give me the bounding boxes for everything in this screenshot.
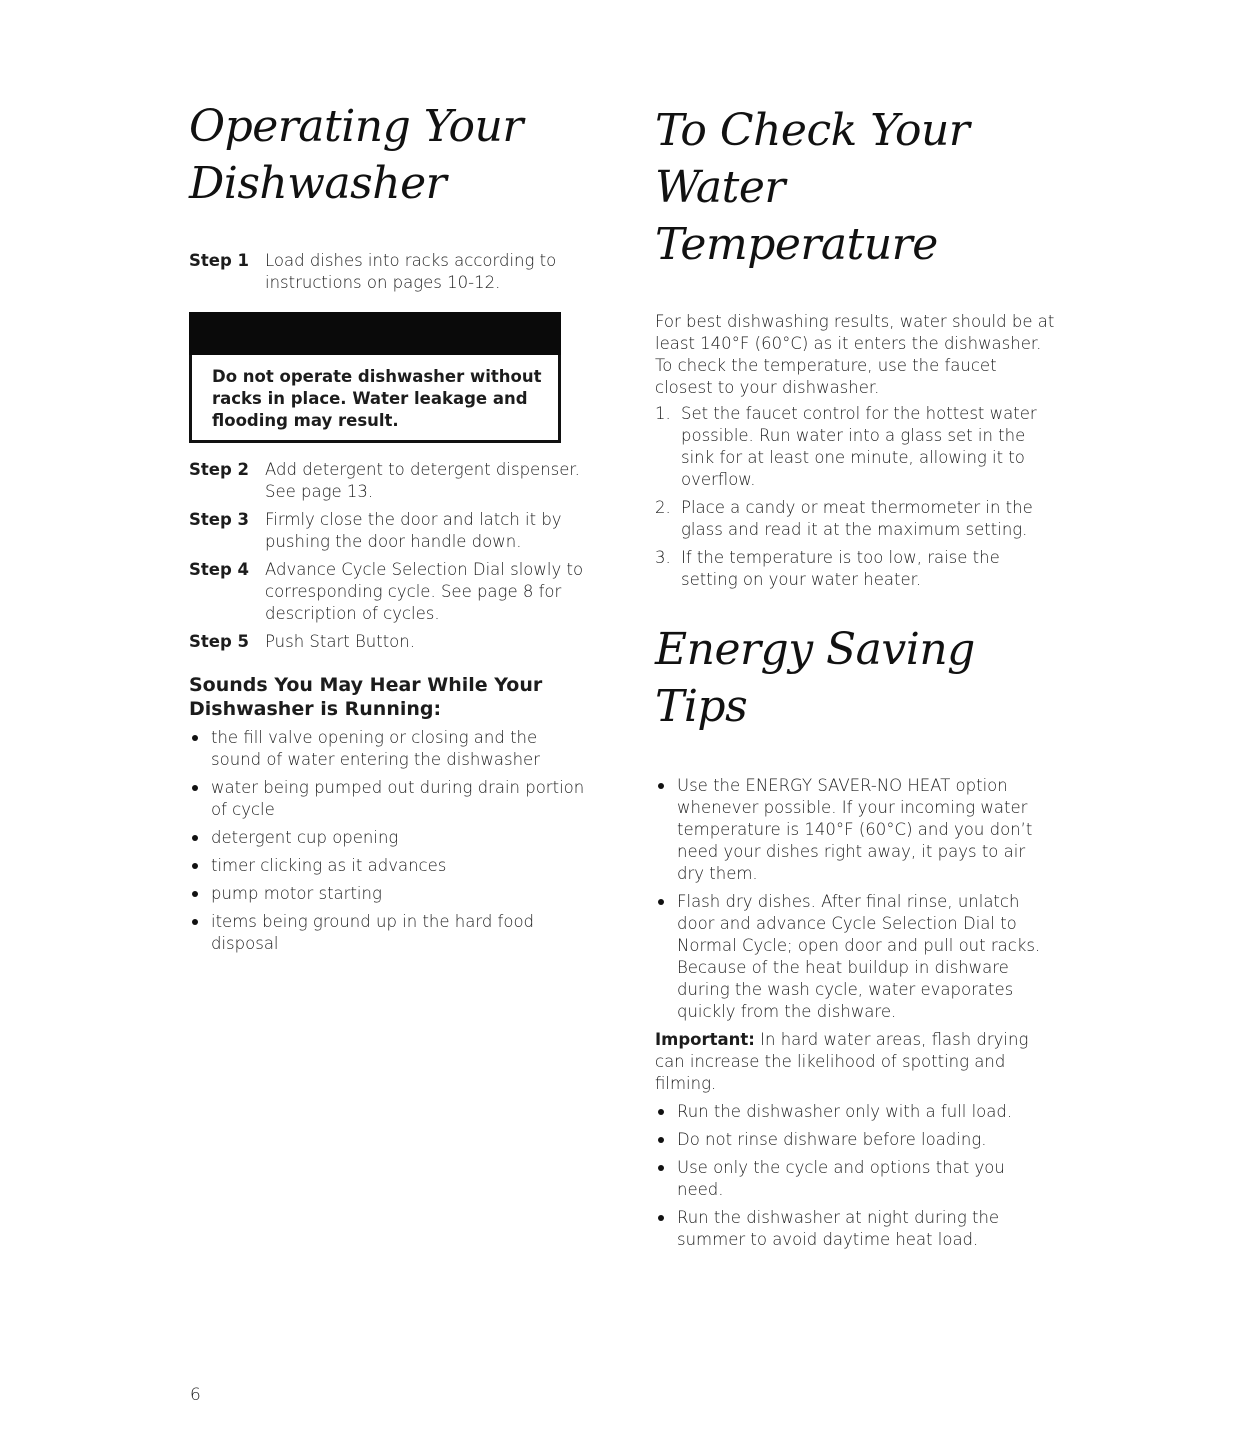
bullet-icon: [192, 891, 198, 897]
bullet-icon: [192, 863, 198, 869]
energy-title-line1: Energy Saving: [655, 624, 975, 675]
bullet-icon: [192, 919, 198, 925]
sounds-item-text: items being ground up in the hard food disposal: [211, 912, 535, 953]
operating-title: [189, 98, 589, 212]
energy-tip-text: Run the dishwasher only with a full load.: [677, 1102, 1013, 1121]
warning-box: [189, 312, 561, 443]
bullet-icon: [192, 835, 198, 841]
sounds-item-text: pump motor starting: [211, 884, 382, 903]
energy-tip-text: Do not rinse dishware before loading.: [677, 1130, 987, 1149]
check-steps-list: [655, 403, 1055, 591]
sounds-list-item: [189, 777, 589, 821]
bullet-icon: [658, 1137, 664, 1143]
sounds-heading: Sounds You May Hear While Your Dishwasher is Running:: [189, 674, 543, 720]
sounds-item-text: detergent cup opening: [211, 828, 399, 847]
check-step-text: Place a candy or meat thermometer in the glass and read it at the maximum setting.: [681, 498, 1033, 539]
step-label: Step 1: [189, 251, 249, 270]
check-step-number: 1.: [655, 404, 671, 423]
energy-tip-text: Flash dry dishes. After final rinse, unlatch door and advance Cycle Selection Dial to Normal Cycle; open door and pull out racks. Because of the heat buildup in dishware during the wash cycle, water evaporates quickly from the dishware.: [677, 892, 1041, 1021]
energy-title-line2: Tips: [655, 681, 748, 732]
step-text: Load dishes into racks according to instructions on pages 10-12.: [265, 251, 557, 292]
energy-tip-item: [655, 1101, 1055, 1123]
bullet-icon: [658, 1215, 664, 1221]
step-item: [189, 250, 589, 294]
energy-tip-item: [655, 1157, 1055, 1201]
sounds-item-text: water being pumped out during drain portion of cycle: [211, 778, 585, 819]
sounds-list: [189, 727, 589, 955]
step-label: Step 3: [189, 510, 249, 529]
water-temp-title-line2: Water Temperature: [655, 162, 938, 270]
step-item: [189, 631, 589, 653]
operating-steps: [189, 250, 589, 955]
check-step-text: If the temperature is too low, raise the setting on your water heater.: [681, 548, 1000, 589]
step-text: Push Start Button.: [265, 632, 415, 651]
step-text: Firmly close the door and latch it by pushing the door handle down.: [265, 510, 562, 551]
sounds-list-item: [189, 883, 589, 905]
energy-tips-title: [655, 621, 1055, 735]
step-label: Step 4: [189, 560, 249, 579]
step-text: Add detergent to detergent dispenser. See page 13.: [265, 460, 580, 501]
operating-title-line2: Dishwasher: [189, 158, 447, 209]
operating-title-line1: Operating Your: [189, 101, 523, 152]
important-text: In hard water areas, flash drying can increase the likelihood of spotting and filming.: [655, 1030, 1029, 1093]
bullet-icon: [658, 783, 664, 789]
water-temp-intro: For best dishwashing results, water should be at least 140°F (60°C) as it enters the dishwasher. To check the temperature, use the faucet closest to your dishwasher.: [655, 312, 1055, 397]
energy-tip-item: [655, 1207, 1055, 1251]
step-item: [189, 459, 589, 503]
energy-tip-text: Use only the cycle and options that you need.: [677, 1158, 1005, 1199]
sounds-list-item: [189, 911, 589, 955]
energy-tip-item: [655, 891, 1055, 1023]
important-label: Important:: [655, 1030, 755, 1049]
step-text: Advance Cycle Selection Dial slowly to corresponding cycle. See page 8 for description of cycles.: [265, 560, 584, 623]
check-step-number: 2.: [655, 498, 671, 517]
sounds-list-item: [189, 827, 589, 849]
sounds-list-item: [189, 727, 589, 771]
warning-text: Do not operate dishwasher without racks in place. Water leakage and flooding may result.: [189, 355, 558, 440]
water-temp-title: [655, 102, 1055, 273]
bullet-icon: [658, 1109, 664, 1115]
sounds-list-item: [189, 855, 589, 877]
bullet-icon: [658, 1165, 664, 1171]
step-label: Step 5: [189, 632, 249, 651]
sounds-item-text: the fill valve opening or closing and the sound of water entering the dishwasher: [211, 728, 540, 769]
step-item: [189, 559, 589, 625]
water-temp-title-line1: To Check Your: [655, 105, 970, 156]
check-step-item: [655, 497, 1055, 541]
check-step-item: [655, 403, 1055, 491]
bullet-icon: [192, 785, 198, 791]
left-column: [189, 98, 589, 961]
energy-tips-section: [655, 775, 1055, 1251]
energy-tips-list-a: [655, 775, 1055, 1023]
warning-header-bar: [189, 312, 561, 355]
bullet-icon: [192, 735, 198, 741]
sounds-item-text: timer clicking as it advances: [211, 856, 447, 875]
energy-tips-list-b: [655, 1101, 1055, 1251]
energy-tip-item: [655, 1129, 1055, 1151]
energy-tip-item: [655, 775, 1055, 885]
energy-tip-text: Run the dishwasher at night during the summer to avoid daytime heat load.: [677, 1208, 1000, 1249]
water-temp-section: [655, 311, 1055, 591]
check-step-number: 3.: [655, 548, 671, 567]
bullet-icon: [658, 899, 664, 905]
page-number: 6: [190, 1385, 201, 1405]
right-column: [655, 102, 1055, 1257]
energy-tip-text: Use the ENERGY SAVER-NO HEAT option whenever possible. If your incoming water temperature is 140°F (60°C) and you don’t need your dishes right away, it pays to air dry them.: [677, 776, 1033, 883]
step-label: Step 2: [189, 460, 249, 479]
check-step-item: [655, 547, 1055, 591]
step-item: [189, 509, 589, 553]
important-note: [655, 1029, 1055, 1095]
check-step-text: Set the faucet control for the hottest water possible. Run water into a glass set in the sink for at least one minute, allowing it to overflow.: [681, 404, 1037, 489]
